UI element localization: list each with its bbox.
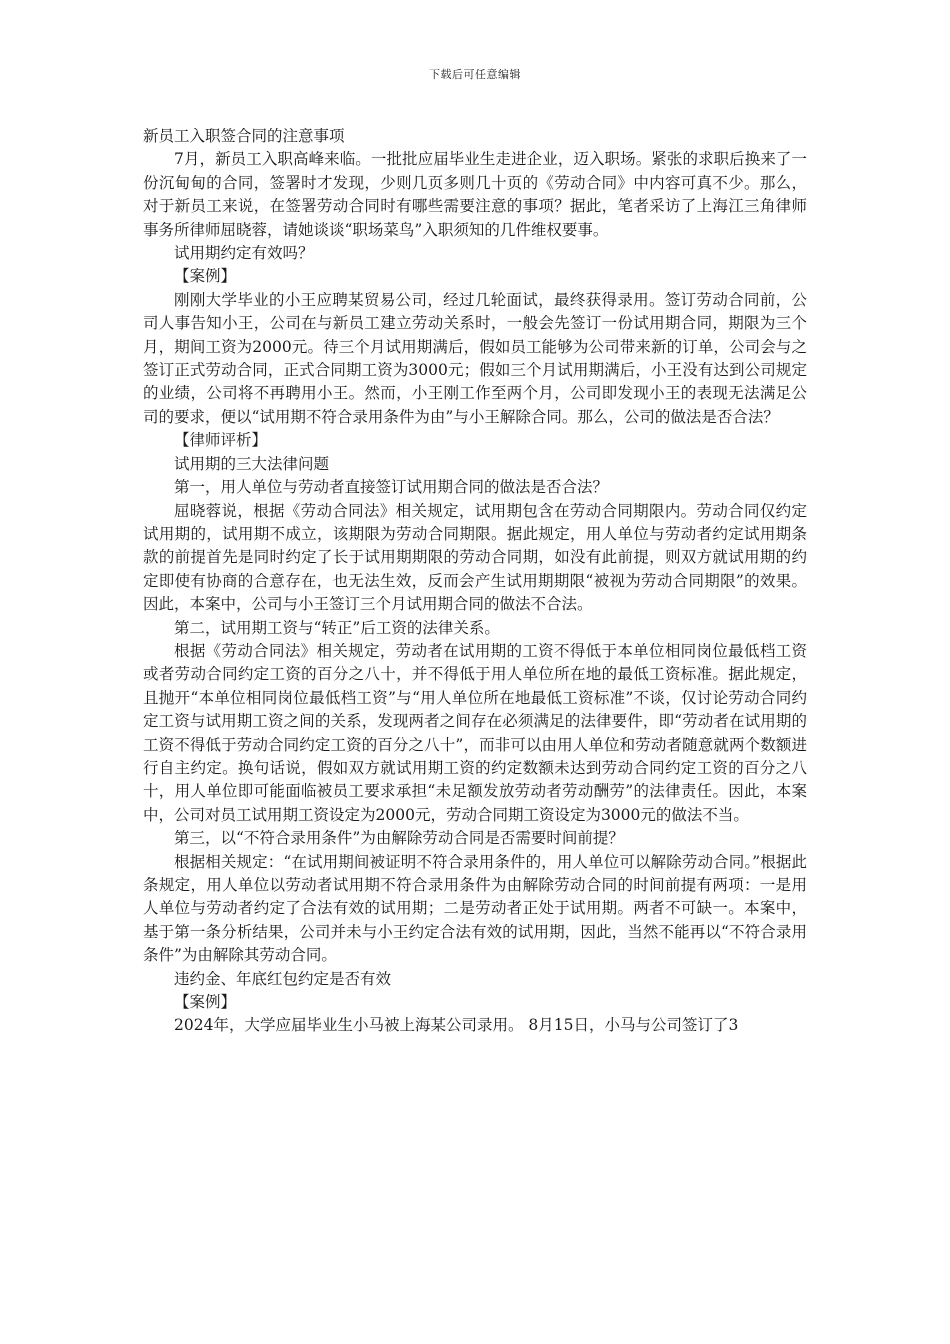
paragraph: 屈晓蓉说，根据《劳动合同法》相关规定，试用期包含在劳动合同期限内。劳动合同仅约定试用期的，试用期不成立，该期限为劳动合同期限。据此规定，用人单位与劳动者约定试用期条款的前提首先是同时约定了长于试用期期限的劳动合同期，如没有此前提，则双方就试用期的约定即使有协商的合意存在，也无法生效，反而会产生试用期期限“被视为劳动合同期限”的效果。因此，本案中，公司与小王签订三个月试用期合同的做法不合法。 [143, 501, 807, 614]
paragraph: 根据《劳动合同法》相关规定，劳动者在试用期的工资不得低于本单位相同岗位最低档工资或者劳动合同约定工资的百分之八十，并不得低于用人单位所在地的最低工资标准。据此规定，且抛开“本单位相同岗位最低档工资”与“用人单位所在地最低工资标准”不谈，仅讨论劳动合同约定工资与试用期工资之间的关系，发现两者之间存在必须满足的法律要件，即“劳动者在试用期的工资不得低于劳动合同约定工资的百分之八十”，而非可以由用人单位和劳动者随意就两个数额进行自主约定。换句话说，假如双方就试用期工资的约定数额未达到劳动合同约定工资的百分之八十，用人单位即可能面临被员工要求承担“未足额发放劳动者劳动酬劳”的法律责任。因此，本案中，公司对员工试用期工资设定为2000元，劳动合同期工资设定为3000元的做法不当。 [143, 641, 807, 824]
paragraph: 试用期约定有效吗？ [174, 244, 314, 263]
document-title: 新员工入职签合同的注意事项 [143, 127, 345, 145]
paragraph: 试用期的三大法律问题 [174, 454, 330, 473]
paragraph: 【案例】 [174, 993, 237, 1012]
paragraph: 2024年，大学应届毕业生小马被上海某公司录用。 8月15日，小马与公司签订了3 [174, 1016, 739, 1035]
paragraph: 7月，新员工入职高峰来临。一批批应届毕业生走进企业，迈入职场。紧张的求职后换来了一份沉甸甸的合同，签署时才发现，少则几页多则几十页的《劳动合同》中内容可真不少。那么，对于新员工来说，在签署劳动合同时有哪些需要注意的事项？据此，笔者采访了上海江三角律师事务所律师屈晓蓉，请她谈谈“职场菜鸟”入职须知的几件维权要事。 [143, 150, 807, 239]
paragraph: 根据相关规定：“在试用期间被证明不符合录用条件的，用人单位可以解除劳动合同。”根据此条规定，用人单位以劳动者试用期不符合录用条件为由解除劳动合同的时间前提有两项：一是用人单位与劳动者约定了合法有效的试用期；二是劳动者正处于试用期。两者不可缺一。本案中，基于第一条分析结果，公司并未与小王约定合法有效的试用期，因此，当然不能再以“不符合录用条件”为由解除其劳动合同。 [143, 852, 807, 965]
paragraph: 第二，试用期工资与“转正”后工资的法律关系。 [174, 618, 500, 637]
paragraph: 【案例】 [174, 267, 237, 286]
paragraph: 【律师评析】 [174, 431, 268, 450]
paragraph: 违约金、年底红包约定是否有效 [174, 969, 392, 988]
paragraph: 第一，用人单位与劳动者直接签订试用期合同的做法是否合法？ [174, 478, 609, 497]
paragraph: 第三，以“不符合录用条件”为由解除劳动合同是否需要时间前提？ [174, 829, 624, 848]
page-header: 下载后可任意编辑 [429, 68, 521, 81]
document-body [143, 125, 807, 1038]
paragraph: 刚刚大学毕业的小王应聘某贸易公司，经过几轮面试，最终获得录用。签订劳动合同前，公司人事告知小王，公司在与新员工建立劳动关系时，一般会先签订一份试用期合同，期限为三个月，期间工资为2000元。待三个月试用期满后，假如员工能够为公司带来新的订单，公司会与之签订正式劳动合同，正式合同期工资为3000元；假如三个月试用期满后，小王没有达到公司规定的业绩，公司将不再聘用小王。然而，小王刚工作至两个月，公司即发现小王的表现无法满足公司的要求，便以“试用期不符合录用条件为由”与小王解除合同。那么，公司的做法是否合法？ [143, 290, 807, 426]
